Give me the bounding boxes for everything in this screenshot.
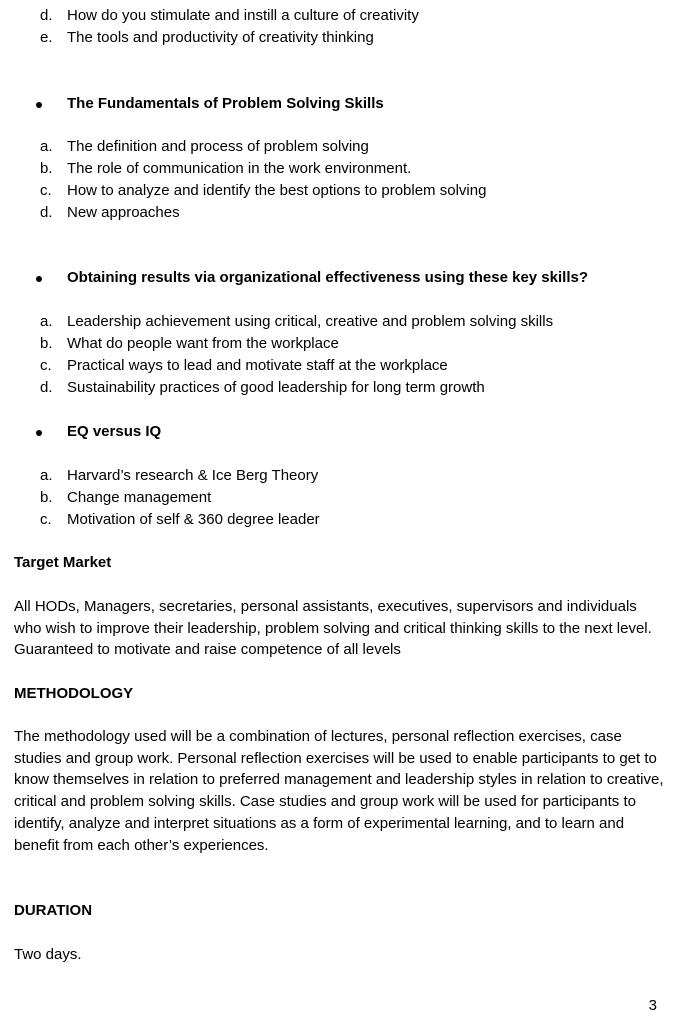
list-marker: e.	[40, 29, 53, 46]
list-marker: a.	[40, 467, 53, 484]
list-marker: c.	[40, 182, 52, 199]
target-market-heading: Target Market	[14, 554, 112, 571]
list-item-text: How do you stimulate and instill a culture of creativity	[67, 7, 419, 24]
list-item-text: The definition and process of problem solving	[67, 138, 369, 155]
list-marker: b.	[40, 335, 53, 352]
list-item-text: New approaches	[67, 204, 180, 221]
list-marker: c.	[40, 511, 52, 528]
bullet-icon	[36, 102, 42, 108]
list-item-text: Change management	[67, 489, 212, 506]
list-marker: a.	[40, 313, 53, 330]
page-number: 3	[648, 997, 657, 1014]
list-marker: b.	[40, 160, 53, 177]
duration-heading: DURATION	[14, 902, 93, 919]
section-title: Obtaining results via organizational effectiveness using these key skills?	[67, 269, 589, 286]
list-item-text: The tools and productivity of creativity thinking	[67, 29, 374, 46]
list-item-text: What do people want from the workplace	[67, 335, 339, 352]
list-item-text: Harvard’s research & Ice Berg Theory	[67, 467, 319, 484]
bullet-icon	[36, 430, 42, 436]
section-title: The Fundamentals of Problem Solving Skills	[67, 95, 384, 112]
list-item-text: Practical ways to lead and motivate staff at the workplace	[67, 357, 448, 374]
methodology-heading: METHODOLOGY	[14, 685, 134, 702]
list-marker: d.	[40, 379, 53, 396]
bullet-icon	[36, 276, 42, 282]
list-item-text: The role of communication in the work environment.	[67, 160, 412, 177]
list-item-text: Leadership achievement using critical, creative and problem solving skills	[67, 313, 554, 330]
duration-text: Two days.	[14, 946, 82, 963]
list-item-text: Sustainability practices of good leadership for long term growth	[67, 379, 485, 396]
list-marker: a.	[40, 138, 53, 155]
target-market-paragraph: All HODs, Managers, secretaries, personal assistants, executives, supervisors and individuals who wish to improve their leadership, problem solving and critical thinking skills to the next level. Guaranteed to motivate and raise competence of all levels	[14, 598, 652, 659]
list-marker: b.	[40, 489, 53, 506]
list-item-text: How to analyze and identify the best options to problem solving	[67, 182, 487, 199]
section-title: EQ versus IQ	[67, 423, 162, 440]
list-item-text: Motivation of self & 360 degree leader	[67, 511, 320, 528]
methodology-paragraph: The methodology used will be a combination of lectures, personal reflection exercises, case studies and group work. Personal reflection exercises will be used to enable participants to get to know themselves in relation to preferred management and leadership styles in relation to creative, critical and problem solving skills. Case studies and group work will be used for participants to identify, analyze and interpret situations as a form of experimental learning, and to learn and benefit from each other’s experiences.	[14, 728, 664, 854]
list-marker: d.	[40, 204, 53, 221]
list-marker: c.	[40, 357, 52, 374]
list-marker: d.	[40, 7, 53, 24]
